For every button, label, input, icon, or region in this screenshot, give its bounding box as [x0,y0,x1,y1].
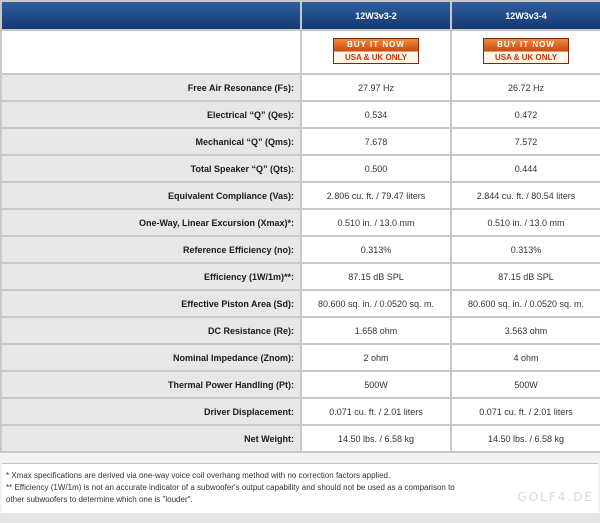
spec-value-model-1: 0.510 in. / 13.0 mm [302,210,450,235]
spec-label: Nominal Impedance (Znom): [2,345,300,370]
spec-row [2,102,600,127]
spec-label: Thermal Power Handling (Pt): [2,372,300,397]
spec-row [2,372,600,397]
spec-row [2,237,600,262]
spec-label: Efficiency (1W/1m)**: [2,264,300,289]
spec-value-model-1: 500W [302,372,450,397]
spec-value-model-2: 80.600 sq. in. / 0.0520 sq. m. [452,291,600,316]
spec-value-model-2: 4 ohm [452,345,600,370]
buy-row [2,31,600,73]
spec-value-model-1: 0.500 [302,156,450,181]
spec-label: Net Weight: [2,426,300,451]
spec-value-model-2: 0.510 in. / 13.0 mm [452,210,600,235]
spec-value-model-1: 14.50 lbs. / 6.58 kg [302,426,450,451]
spec-label: Total Speaker “Q” (Qts): [2,156,300,181]
spec-row [2,426,600,451]
spec-row [2,156,600,181]
spec-label: Electrical “Q” (Qes): [2,102,300,127]
spec-row [2,318,600,343]
spec-value-model-2: 7.572 [452,129,600,154]
footnote-efficiency: ** Efficiency (1W/1m) is not an accurate indicator of a subwoofer's output capability and should not be used as a comparison to [6,483,455,492]
spec-value-model-1: 7.678 [302,129,450,154]
spec-value-model-1: 2 ohm [302,345,450,370]
footnote-xmax: * Xmax specifications are derived via one-way voice coil overhang method with no correction factors applied. [6,471,391,480]
footnotes [2,463,598,513]
spec-row [2,210,600,235]
spec-value-model-1: 1.658 ohm [302,318,450,343]
spec-row [2,129,600,154]
column-header-model-1: 12W3v3-2 [302,2,450,29]
spec-label: Reference Efficiency (no): [2,237,300,262]
spec-value-model-1: 80.600 sq. in. / 0.0520 sq. m. [302,291,450,316]
spec-value-model-2: 87.15 dB SPL [452,264,600,289]
spec-label: Driver Displacement: [2,399,300,424]
spec-value-model-2: 0.071 cu. ft. / 2.01 liters [452,399,600,424]
spec-value-model-2: 0.472 [452,102,600,127]
spec-value-model-1: 27.97 Hz [302,75,450,100]
spec-row [2,291,600,316]
spec-row [2,264,600,289]
spec-row [2,345,600,370]
spec-value-model-2: 2.844 cu. ft. / 80.54 liters [452,183,600,208]
column-header-model-2: 12W3v3-4 [452,2,600,29]
spec-value-model-2: 500W [452,372,600,397]
spec-label: Mechanical “Q” (Qms): [2,129,300,154]
buy-row-blank-cell [2,31,300,73]
spec-value-model-2: 3.563 ohm [452,318,600,343]
buy-cell-model-2 [452,31,600,73]
footnote-efficiency-continued: other subwoofers to determine which one is "louder". [6,495,193,504]
spec-row [2,75,600,100]
spec-value-model-1: 0.534 [302,102,450,127]
spec-value-model-1: 2.806 cu. ft. / 79.47 liters [302,183,450,208]
buy-region-label: USA & UK ONLY [484,51,568,64]
buy-it-now-label: BUY IT NOW [484,39,568,51]
buy-it-now-label: BUY IT NOW [334,39,418,51]
header-blank-cell [2,2,300,29]
buy-it-now-button-model-2[interactable] [483,38,569,64]
spec-value-model-2: 26.72 Hz [452,75,600,100]
spec-value-model-1: 0.071 cu. ft. / 2.01 liters [302,399,450,424]
spec-value-model-1: 87.15 dB SPL [302,264,450,289]
spec-label: Equivalent Compliance (Vas): [2,183,300,208]
spec-rows [2,75,600,451]
spec-value-model-2: 0.313% [452,237,600,262]
header-row [2,2,600,29]
bottom-bar [0,513,600,523]
spec-label: Effective Piston Area (Sd): [2,291,300,316]
spec-value-model-2: 0.444 [452,156,600,181]
spec-label: DC Resistance (Re): [2,318,300,343]
spec-label: Free Air Resonance (Fs): [2,75,300,100]
buy-it-now-button-model-1[interactable] [333,38,419,64]
buy-region-label: USA & UK ONLY [334,51,418,64]
spec-value-model-1: 0.313% [302,237,450,262]
spec-value-model-2: 14.50 lbs. / 6.58 kg [452,426,600,451]
spec-row [2,183,600,208]
buy-cell-model-1 [302,31,450,73]
watermark: GOLF4.DE [517,490,594,504]
spec-label: One-Way, Linear Excursion (Xmax)*: [2,210,300,235]
spec-row [2,399,600,424]
